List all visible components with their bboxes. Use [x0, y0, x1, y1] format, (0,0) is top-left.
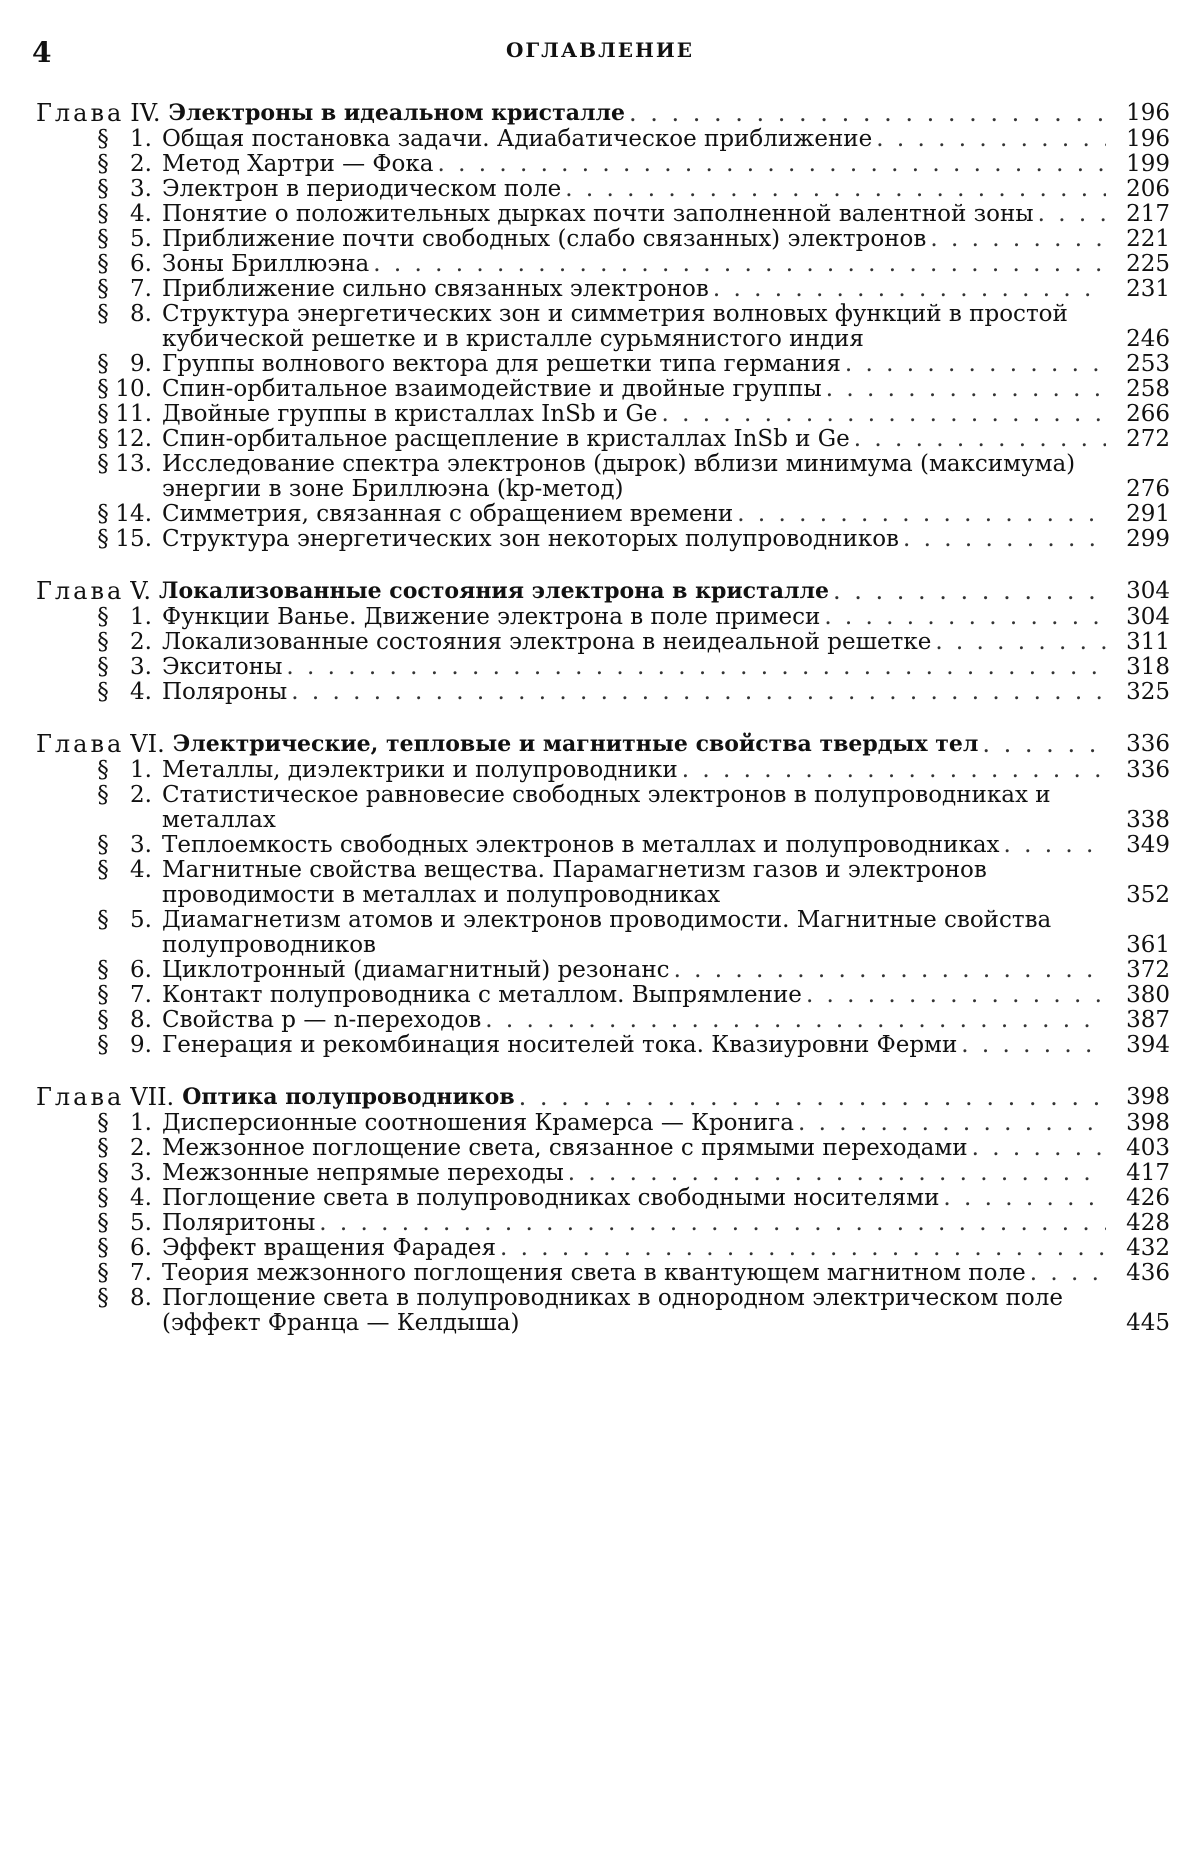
toc-section [36, 630, 1170, 655]
section-sign: § [97, 832, 109, 858]
section-number: 8. [130, 1285, 152, 1311]
section-number: 7. [130, 1260, 152, 1286]
section-page: 221 [1126, 226, 1170, 252]
chapter-number: VI. [130, 730, 165, 758]
section-sign: § [97, 982, 109, 1008]
section-title: Общая постановка задачи. Адиабатическое приближение [162, 126, 873, 152]
section-sign: § [97, 757, 109, 783]
section-title-wrap [162, 127, 1106, 152]
chapter-number: IV. [130, 99, 161, 127]
section-title: Дисперсионные соотношения Крамерса — Кронига [162, 1110, 794, 1136]
section-page: 299 [1126, 526, 1170, 552]
dot-leader [899, 527, 1106, 552]
toc-section [36, 1161, 1170, 1186]
section-sign: § [97, 301, 109, 327]
section-title: Межзонное поглощение света, связанное с прямыми переходами [162, 1135, 968, 1161]
section-page: 372 [1126, 957, 1170, 983]
section-sign: § [97, 679, 109, 705]
section-title: Метод Хартри — Фока [162, 151, 434, 177]
section-number: 1. [130, 1110, 152, 1136]
dot-leader [794, 1111, 1106, 1136]
section-page: 426 [1126, 1185, 1170, 1211]
section-page: 304 [1126, 604, 1170, 630]
section-title-wrap [162, 427, 1106, 452]
section-number: 2. [130, 151, 152, 177]
dot-leader [1000, 833, 1106, 858]
section-sign: § [97, 1160, 109, 1186]
section-page: 349 [1126, 832, 1170, 858]
section-page: 417 [1126, 1160, 1170, 1186]
section-number: 7. [130, 982, 152, 1008]
section-title: Электрон в периодическом поле [162, 176, 562, 202]
section-title-wrap [162, 1008, 1106, 1033]
dot-leader [939, 1186, 1106, 1211]
section-title: Функции Ванье. Движение электрона в поле примеси [162, 604, 821, 630]
section-title-wrap [162, 783, 1106, 833]
section-sign: § [97, 654, 109, 680]
dot-leader [822, 377, 1106, 402]
section-title-wrap [162, 858, 1106, 908]
toc-section [36, 302, 1170, 352]
section-title-wrap [162, 758, 1106, 783]
section-title: Поглощение света в полупроводниках свободными носителями [162, 1185, 940, 1211]
dot-leader [515, 1084, 1106, 1111]
section-sign: § [97, 1110, 109, 1136]
section-title-wrap [162, 680, 1106, 705]
section-title: Зоны Бриллюэна [162, 251, 370, 277]
section-title: Межзонные непрямые переходы [162, 1160, 564, 1186]
toc-section [36, 908, 1170, 958]
section-title: Спин-орбитальное взаимодействие и двойные группы [162, 376, 822, 402]
running-title: ОГЛАВЛЕНИЕ [505, 38, 695, 62]
section-number: 4. [130, 201, 152, 227]
chapter-page: 304 [1126, 578, 1170, 604]
dot-leader [926, 227, 1106, 252]
chapter-title-wrap [182, 1084, 1106, 1111]
chapter-title-wrap [173, 731, 1106, 758]
toc-section [36, 1008, 1170, 1033]
toc-section [36, 1033, 1170, 1058]
section-title-wrap [162, 908, 1106, 958]
section-sign: § [97, 1007, 109, 1033]
toc-section [36, 227, 1170, 252]
section-number: 5. [130, 226, 152, 252]
section-page: 217 [1126, 201, 1170, 227]
section-title: Генерация и рекомбинация носителей тока. Квазиуровни Ферми [162, 1032, 958, 1058]
section-number: 3. [130, 176, 152, 202]
section-page: 403 [1126, 1135, 1170, 1161]
chapter-page: 336 [1126, 731, 1170, 757]
toc-chapter [36, 731, 1170, 1058]
toc-section [36, 527, 1170, 552]
section-title-wrap [162, 352, 1106, 377]
section-sign: § [97, 782, 109, 808]
section-sign: § [97, 176, 109, 202]
section-title-wrap [162, 1136, 1106, 1161]
section-sign: § [97, 426, 109, 452]
section-page: 432 [1126, 1235, 1170, 1261]
section-title-wrap [162, 1261, 1106, 1286]
chapter-heading [36, 100, 1170, 127]
toc-section [36, 127, 1170, 152]
toc-section [36, 605, 1170, 630]
section-number: 3. [130, 832, 152, 858]
section-number: 10. [115, 376, 152, 402]
dot-leader [496, 1236, 1106, 1261]
section-sign: § [97, 526, 109, 552]
section-title-wrap [162, 983, 1106, 1008]
section-number: 11. [115, 401, 152, 427]
chapter-title: Электроны в идеальном кристалле [168, 100, 625, 126]
section-page: 318 [1126, 654, 1170, 680]
section-title: Структура энергетических зон некоторых полупроводников [162, 526, 899, 552]
section-title: Приближение сильно связанных электронов [162, 276, 709, 302]
chapter-label: Глава [36, 1083, 125, 1111]
section-title: Спин-орбитальное расщепление в кристаллах InSb и Ge [162, 426, 850, 452]
section-page: 291 [1126, 501, 1170, 527]
dot-leader [315, 1211, 1106, 1236]
toc-section [36, 783, 1170, 833]
dot-leader [709, 277, 1106, 302]
section-sign: § [97, 1235, 109, 1261]
section-page: 325 [1126, 679, 1170, 705]
section-number: 5. [130, 1210, 152, 1236]
section-number: 14. [115, 501, 152, 527]
section-title: Магнитные свойства вещества. Парамагнетизм газов и электронов проводимости в металлах и полупроводниках [162, 857, 987, 908]
dot-leader [658, 402, 1107, 427]
section-number: 8. [130, 301, 152, 327]
section-title: Поглощение света в полупроводниках в однородном электрическом поле (эффект Франца — Келдыша) [162, 1285, 1063, 1336]
section-page: 361 [1126, 932, 1170, 958]
section-title-wrap [162, 1286, 1106, 1336]
chapter-title: Оптика полупроводников [182, 1084, 515, 1110]
toc-section [36, 680, 1170, 705]
toc-section [36, 758, 1170, 783]
section-title: Локализованные состояния электрона в неидеальной решетке [162, 629, 932, 655]
section-sign: § [97, 201, 109, 227]
section-number: 3. [130, 1160, 152, 1186]
section-title-wrap [162, 177, 1106, 202]
toc-section [36, 277, 1170, 302]
toc-section [36, 983, 1170, 1008]
toc-section [36, 1286, 1170, 1336]
toc-section [36, 177, 1170, 202]
section-sign: § [97, 351, 109, 377]
section-number: 5. [130, 907, 152, 933]
chapter-title-wrap [159, 578, 1106, 605]
section-sign: § [97, 957, 109, 983]
section-sign: § [97, 1185, 109, 1211]
section-title: Двойные группы в кристаллах InSb и Ge [162, 401, 658, 427]
section-page: 272 [1126, 426, 1170, 452]
toc-section [36, 452, 1170, 502]
section-number: 2. [130, 782, 152, 808]
dot-leader [733, 502, 1106, 527]
toc-section [36, 252, 1170, 277]
toc-chapter [36, 1084, 1170, 1336]
section-title-wrap [162, 1211, 1106, 1236]
section-page: 352 [1126, 882, 1170, 908]
toc-chapter [36, 578, 1170, 705]
dot-leader [829, 578, 1106, 605]
section-sign: § [97, 907, 109, 933]
chapter-title-wrap [169, 100, 1106, 127]
section-title: Диамагнетизм атомов и электронов проводимости. Магнитные свойства полупроводников [162, 907, 1052, 958]
section-sign: § [97, 604, 109, 630]
chapter-label: Глава [36, 577, 125, 605]
section-sign: § [97, 401, 109, 427]
section-number: 4. [130, 1185, 152, 1211]
section-title: Поляроны [162, 679, 288, 705]
section-title-wrap [162, 1236, 1106, 1261]
section-sign: § [97, 451, 109, 477]
section-title-wrap [162, 630, 1106, 655]
section-sign: § [97, 501, 109, 527]
dot-leader [820, 605, 1106, 630]
section-title: Экситоны [162, 654, 283, 680]
section-page: 231 [1126, 276, 1170, 302]
section-number: 4. [130, 857, 152, 883]
section-page: 336 [1126, 757, 1170, 783]
section-page: 276 [1126, 476, 1170, 502]
section-title-wrap [162, 252, 1106, 277]
table-of-contents [36, 100, 1170, 1362]
chapter-page: 398 [1126, 1084, 1170, 1110]
chapter-number: VII. [130, 1083, 175, 1111]
section-page: 206 [1126, 176, 1170, 202]
dot-leader [968, 1136, 1106, 1161]
section-title: Структура энергетических зон и симметрия волновых функций в простой кубической решетке и в кристалле сурьмянистого индия [162, 301, 1068, 352]
dot-leader [841, 352, 1106, 377]
section-title: Циклотронный (диамагнитный) резонанс [162, 957, 670, 983]
chapter-page: 196 [1126, 100, 1170, 126]
chapter-label: Глава [36, 730, 125, 758]
chapter-title: Электрические, тепловые и магнитные свойства твердых тел [172, 731, 979, 757]
dot-leader [802, 983, 1106, 1008]
dot-leader [481, 1008, 1106, 1033]
section-sign: § [97, 1260, 109, 1286]
section-title: Исследование спектра электронов (дырок) вблизи минимума (максимума) энергии в зоне Бриллюэна (kp-метод) [162, 451, 1076, 502]
section-title-wrap [162, 227, 1106, 252]
dot-leader [957, 1033, 1106, 1058]
section-number: 13. [115, 451, 152, 477]
section-number: 2. [130, 1135, 152, 1161]
section-page: 394 [1126, 1032, 1170, 1058]
section-page: 387 [1126, 1007, 1170, 1033]
section-page: 225 [1126, 251, 1170, 277]
chapter-heading [36, 1084, 1170, 1111]
dot-leader [561, 177, 1106, 202]
section-title: Группы волнового вектора для решетки типа германия [162, 351, 841, 377]
chapter-heading [36, 578, 1170, 605]
section-title-wrap [162, 452, 1106, 502]
dot-leader [1034, 202, 1106, 227]
section-page: 428 [1126, 1210, 1170, 1236]
section-sign: § [97, 276, 109, 302]
section-number: 3. [130, 654, 152, 680]
toc-section [36, 502, 1170, 527]
section-sign: § [97, 1135, 109, 1161]
section-title: Понятие о положительных дырках почти заполненной валентной зоны [162, 201, 1034, 227]
section-number: 4. [130, 679, 152, 705]
section-sign: § [97, 376, 109, 402]
section-title-wrap [162, 302, 1106, 352]
chapter-label: Глава [36, 99, 125, 127]
section-number: 9. [130, 351, 152, 377]
section-page: 338 [1126, 807, 1170, 833]
section-title: Приближение почти свободных (слабо связанных) электронов [162, 226, 927, 252]
toc-section [36, 1136, 1170, 1161]
section-number: 8. [130, 1007, 152, 1033]
section-sign: § [97, 629, 109, 655]
section-page: 199 [1126, 151, 1170, 177]
page-number: 4 [32, 36, 52, 69]
section-page: 436 [1126, 1260, 1170, 1286]
section-title-wrap [162, 402, 1106, 427]
toc-section [36, 1186, 1170, 1211]
toc-section [36, 655, 1170, 680]
section-number: 9. [130, 1032, 152, 1058]
section-title: Теория межзонного поглощения света в квантующем магнитном поле [162, 1260, 1026, 1286]
section-title-wrap [162, 833, 1106, 858]
toc-section [36, 427, 1170, 452]
section-title: Свойства p — n-переходов [162, 1007, 482, 1033]
dot-leader [369, 252, 1106, 277]
section-number: 6. [130, 1235, 152, 1261]
section-sign: § [97, 1210, 109, 1236]
toc-section [36, 402, 1170, 427]
section-title: Симметрия, связанная с обращением времени [162, 501, 734, 527]
toc-section [36, 1111, 1170, 1136]
dot-leader [287, 680, 1106, 705]
section-sign: § [97, 1285, 109, 1311]
dot-leader [433, 152, 1106, 177]
toc-section [36, 858, 1170, 908]
toc-section [36, 833, 1170, 858]
section-number: 6. [130, 251, 152, 277]
section-title-wrap [162, 1186, 1106, 1211]
section-sign: § [97, 857, 109, 883]
section-title-wrap [162, 1111, 1106, 1136]
section-page: 398 [1126, 1110, 1170, 1136]
chapter-number: V. [130, 577, 152, 605]
section-title-wrap [162, 277, 1106, 302]
section-page: 196 [1126, 126, 1170, 152]
section-page: 246 [1126, 326, 1170, 352]
section-number: 2. [130, 629, 152, 655]
section-page: 445 [1126, 1310, 1170, 1336]
dot-leader [978, 731, 1106, 758]
running-head [0, 36, 1200, 70]
dot-leader [850, 427, 1106, 452]
section-title-wrap [162, 655, 1106, 680]
toc-section [36, 1261, 1170, 1286]
section-sign: § [97, 1032, 109, 1058]
section-sign: § [97, 251, 109, 277]
section-title-wrap [162, 1033, 1106, 1058]
section-number: 15. [115, 526, 152, 552]
dot-leader [678, 758, 1106, 783]
toc-section [36, 1211, 1170, 1236]
chapter-heading [36, 731, 1170, 758]
toc-section [36, 377, 1170, 402]
section-number: 1. [130, 126, 152, 152]
section-title-wrap [162, 502, 1106, 527]
section-title: Эффект вращения Фарадея [162, 1235, 497, 1261]
section-page: 258 [1126, 376, 1170, 402]
section-title-wrap [162, 377, 1106, 402]
toc-section [36, 152, 1170, 177]
section-title-wrap [162, 605, 1106, 630]
dot-leader [931, 630, 1106, 655]
section-sign: § [97, 126, 109, 152]
section-page: 311 [1126, 629, 1170, 655]
section-title-wrap [162, 958, 1106, 983]
toc-section [36, 958, 1170, 983]
section-title: Поляритоны [162, 1210, 316, 1236]
section-title-wrap [162, 1161, 1106, 1186]
section-number: 6. [130, 957, 152, 983]
section-page: 253 [1126, 351, 1170, 377]
section-number: 12. [115, 426, 152, 452]
section-title: Теплоемкость свободных электронов в металлах и полупроводниках [162, 832, 1000, 858]
dot-leader [564, 1161, 1106, 1186]
dot-leader [282, 655, 1106, 680]
section-page: 380 [1126, 982, 1170, 1008]
chapter-title: Локализованные состояния электрона в кристалле [159, 578, 829, 604]
section-title: Контакт полупроводника с металлом. Выпрямление [162, 982, 802, 1008]
section-sign: § [97, 226, 109, 252]
section-title: Статистическое равновесие свободных электронов в полупроводниках и металлах [162, 782, 1051, 833]
section-title: Металлы, диэлектрики и полупроводники [162, 757, 678, 783]
toc-section [36, 202, 1170, 227]
section-number: 1. [130, 757, 152, 783]
section-number: 1. [130, 604, 152, 630]
dot-leader [670, 958, 1106, 983]
section-sign: § [97, 151, 109, 177]
section-title-wrap [162, 527, 1106, 552]
section-title-wrap [162, 202, 1106, 227]
dot-leader [1026, 1261, 1106, 1286]
dot-leader [872, 127, 1106, 152]
toc-section [36, 352, 1170, 377]
section-page: 266 [1126, 401, 1170, 427]
section-title-wrap [162, 152, 1106, 177]
dot-leader [625, 100, 1106, 127]
toc-section [36, 1236, 1170, 1261]
section-number: 7. [130, 276, 152, 302]
toc-chapter [36, 100, 1170, 552]
